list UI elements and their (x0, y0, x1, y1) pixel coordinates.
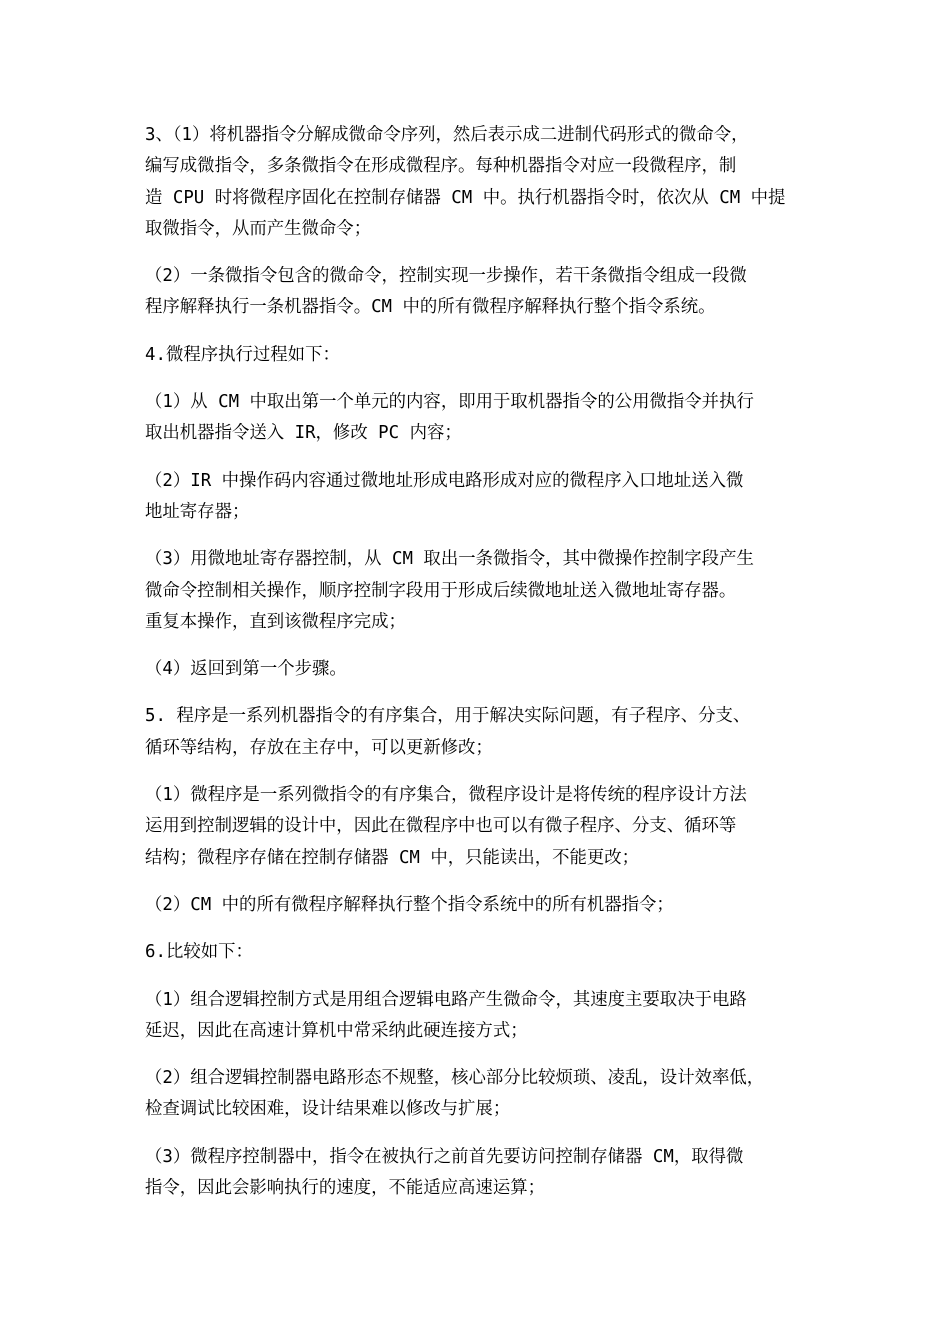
text-line: 编写成微指令，多条微指令在形成微程序。每种机器指令对应一段微程序，制 (145, 156, 737, 177)
text-line: 重复本操作，直到该微程序完成； (145, 611, 406, 632)
text-line: 5. 程序是一系列机器指令的有序集合，用于解决实际问题，有子程序、分支、 (145, 706, 751, 727)
text-line: 取出机器指令送入 IR，修改 PC 内容； (145, 423, 462, 444)
text-line: 检查调试比较困难，设计结果难以修改与扩展； (145, 1099, 511, 1120)
paragraph (145, 261, 825, 324)
text-line: 结构；微程序存储在控制存储器 CM 中，只能读出，不能更改； (145, 847, 640, 868)
text-line: 取微指令，从而产生微命令； (145, 218, 372, 239)
paragraph (145, 544, 825, 638)
paragraph (145, 340, 825, 371)
text-line: 程序解释执行一条机器指令。CM 中的所有微程序解释执行整个指令系统。 (145, 297, 716, 318)
paragraph (145, 1142, 825, 1205)
text-line: 3、（1）将机器指令分解成微命令序列，然后表示成二进制代码形式的微命令， (145, 125, 749, 145)
paragraph (145, 654, 825, 685)
text-line: 指令，因此会影响执行的速度，不能适应高速运算； (145, 1178, 545, 1199)
paragraph (145, 120, 825, 245)
paragraph (145, 985, 825, 1048)
paragraph (145, 890, 825, 921)
text-line: （4）返回到第一个步骤。 (145, 659, 347, 680)
paragraph (145, 387, 825, 450)
text-line: 运用到控制逻辑的设计中，因此在微程序中也可以有微子程序、分支、循环等 (145, 816, 737, 837)
paragraph (145, 780, 825, 874)
text-line: （2）一条微指令包含的微命令，控制实现一步操作，若干条微指令组成一段微 (145, 266, 747, 287)
text-line: 地址寄存器； (145, 501, 250, 522)
text-line: 6.比较如下： (145, 942, 253, 963)
text-line: 循环等结构，存放在主存中，可以更新修改； (145, 737, 493, 758)
text-line: （2）CM 中的所有微程序解释执行整个指令系统中的所有机器指令； (145, 894, 674, 915)
text-line: （2）组合逻辑控制器电路形态不规整，核心部分比较烦琐、凌乱，设计效率低， (145, 1068, 765, 1089)
document-body (145, 120, 825, 1220)
text-line: （1）从 CM 中取出第一个单元的内容，即用于取机器指令的公用微指令并执行 (145, 392, 754, 413)
paragraph (145, 937, 825, 968)
paragraph (145, 1063, 825, 1126)
text-line: （2）IR 中操作码内容通过微地址形成电路形成对应的微程序入口地址送入微 (145, 470, 744, 491)
text-line: 延迟，因此在高速计算机中常采纳此硬连接方式； (145, 1020, 528, 1041)
text-line: （1）微程序是一系列微指令的有序集合，微程序设计是将传统的程序设计方法 (145, 785, 747, 806)
text-line: （1）组合逻辑控制方式是用组合逻辑电路产生微命令，其速度主要取决于电路 (145, 989, 747, 1010)
text-line: （3）微程序控制器中，指令在被执行之前首先要访问控制存储器 CM，取得微 (145, 1146, 744, 1167)
text-line: 造 CPU 时将微程序固化在控制存储器 CM 中。执行机器指令时，依次从 CM 中提 (145, 187, 786, 208)
text-line: 4.微程序执行过程如下： (145, 344, 340, 365)
paragraph (145, 701, 825, 764)
paragraph (145, 466, 825, 529)
text-line: 微命令控制相关操作，顺序控制字段用于形成后续微地址送入微地址寄存器。 (145, 580, 737, 601)
text-line: （3）用微地址寄存器控制，从 CM 取出一条微指令，其中微操作控制字段产生 (145, 549, 754, 570)
